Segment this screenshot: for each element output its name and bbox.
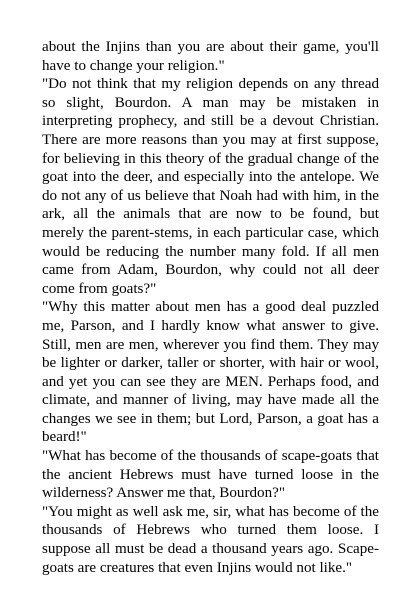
paragraph-4: "What has become of the thousands of scape-goats that the ancient Hebrews must have turned loose in the wilderness? Answer me that, Bourdon?"	[42, 448, 379, 502]
paragraph-2: "Do not think that my religion depends on any thread so slight, Bourdon. A man may be mistaken in interpreting prophecy, and still be a devout Christian. There are more reasons than you may at first suppose, for believing in this theory of the gradual change of the goat into the deer, and especially into the antelope. We do not any of us believe that Noah had with him, in the ark, all the animals that are now to be found, but merely the parent-stems, in each particular case, which would be reducing the number many fold. If all men came from Adam, Bourdon, why could not all deer come from goats?"	[42, 76, 379, 297]
paragraph-3: "Why this matter about men has a good deal puzzled me, Parson, and I hardly know what answer to give. Still, men are men, wherever you find them. They may be lighter or darker, taller or shorter, with hair or wool, and yet you can see they are MEN. Perhaps food, and climate, and manner of living, may have made all the changes we see in them; but Lord, Parson, a goat has a beard!"	[42, 299, 379, 446]
paragraph-1: about the Injins than you are about their game, you'll have to change your religion."	[42, 39, 379, 74]
paragraph-5: "You might as well ask me, sir, what has become of the thousands of Hebrews who turned them loose. I suppose all must be dead a thousand years ago. Scape-goats are creatures that even Injins would not like."	[42, 503, 379, 576]
page-text	[42, 38, 379, 577]
